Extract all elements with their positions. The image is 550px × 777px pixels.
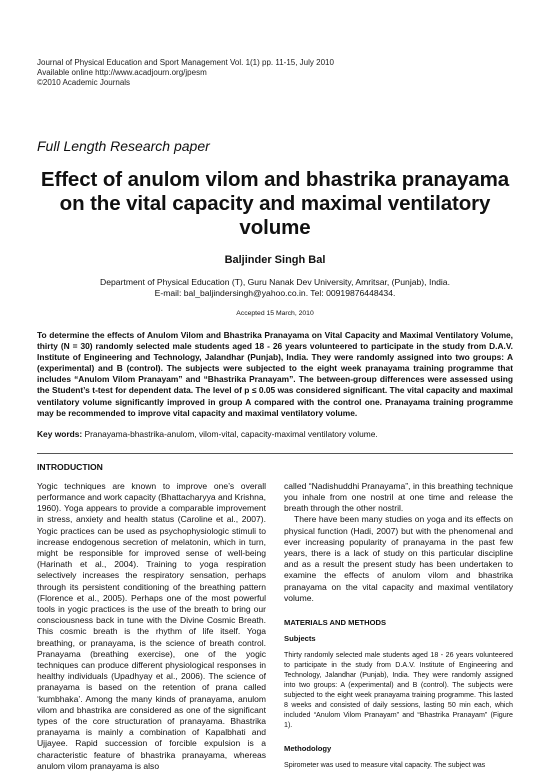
subjects-heading: Subjects: [284, 633, 316, 643]
left-column: [37, 462, 266, 772]
methodology-text: Spirometer was used to measure vital capacity. The subject was: [284, 760, 486, 769]
author-email: E-mail: bal_baljindersingh@yahoo.co.in. Tel: 00919876448434.: [154, 288, 396, 298]
keywords-label: Key words:: [37, 428, 83, 439]
article-title: Effect of anulom vilom and bhastrika pranayama on the vital capacity and maximal ventilatory volume: [40, 168, 510, 239]
methodology-heading: Methodology: [284, 743, 332, 753]
introduction-paragraph-2: There have been many studies on yoga and its effects on physical function (Hadi, 2007) but with the phenomenal and ever increasing popularity of pranayama in the past few years, there is a lack of study on this particular discipline and as a result the present study has been undertaken to examine the effects of anulom vilom and bhastrika pranayama on the vital capacity and maximal ventilatory volume.: [284, 514, 513, 603]
abstract: To determine the effects of Anulom Vilom and Bhastrika Pranayama on Vital Capacity and Maximal Ventilatory Volume, thirty (N = 30) randomly selected male students aged 18 - 26 years volunteered to participate in the study from D.A.V. Institute of Engineering and Technology, Jalandhar (Punjab), India. They were randomly assigned into two groups: A (experimental) and B (control). The subjects were subjected to the eight week pranayama training programme that includes “Anulom Vilom Pranayam” and “Bhastrika Pranayam”. The between-group differences were assessed using the Student’s t-test for dependent data. The level of p ≤ 0.05 was considered significant. The vital capacity and maximal ventilatory volume significantly improved in group A compared with the control one. Pranayama training programme may be recommended to improve vital capacity and maximal ventilatory volume.: [37, 330, 513, 418]
right-column: [284, 462, 513, 772]
author-affiliation: [37, 277, 513, 299]
accepted-date: Accepted 15 March, 2010: [236, 310, 314, 317]
keywords: [37, 429, 513, 440]
journal-copyright: ©2010 Academic Journals: [37, 78, 131, 87]
materials-heading: MATERIALS AND METHODS: [284, 617, 387, 627]
journal-url: Available online http://www.acadjourn.org/jpesm: [37, 68, 207, 77]
keywords-text: Pranayama-bhastrika-anulom, vilom-vital, capacity-maximal ventilatory volume.: [84, 428, 378, 439]
journal-citation: Journal of Physical Education and Sport Management Vol. 1(1) pp. 11-15, July 2010: [37, 58, 334, 67]
affiliation-department: Department of Physical Education (T), Guru Nanak Dev University, Amritsar, (Punjab), India.: [100, 277, 450, 287]
body-columns: [37, 462, 513, 772]
journal-header: [37, 58, 513, 88]
subjects-text: Thirty randomly selected male students aged 18 - 26 years volunteered to participate in the study from D.A.V. Institute of Engineering and Technology, Jalandhar (Punjab), India. They were randomly assigned into two groups: A (experimental) and B (control). The subjects were subjected to the eight week pranayama training programme. This lasted 8 weeks and consisted of daily sessions, lasting 50 min each, which included “Anulom Vilom Pranayam” and “Bhastrika Pranayam” (Figure 1).: [284, 650, 513, 729]
section-divider: [37, 453, 513, 454]
introduction-heading: INTRODUCTION: [37, 461, 103, 472]
author-name: Baljinder Singh Bal: [224, 254, 326, 266]
introduction-continued: called “Nadishuddhi Pranayama”, in this breathing technique you inhale from one nostril at one time and release the breath through the other nostril.: [284, 480, 513, 514]
article-type: Full Length Research paper: [37, 138, 210, 154]
introduction-paragraph: Yogic techniques are known to improve one’s overall performance and work capacity (Bhattacharyya and Krishna, 1960). Yoga appears to provide a comparable improvement in stress, anxiety and health status (Caroline et al., 2007). Yogic practices can be used as psychophysiologic stimuli to increase endogenous secretion of melatonin, which in turn, might be responsible for improved sense of well-being (Harinath et al., 2004). Training to yoga respiration selectively increases the respiratory sensation, perhaps through its persistent conditioning of the breathing pattern (Florence et al., 2005). Perhaps one of the most powerful tools in yogic practices is the use of the breath to bring our consciousness back in tune with the Divine Cosmic Breath. This cosmic breath is the rhythm of life itself. Yoga breathing, or pranayama, is the science of breath control. Pranayama (breathing exercise), one of the yogic techniques can produce different physiological responses in healthy individuals (Upadhyay et al., 2006). The science of pranayama is based on the retention of prana called ‘kumbhaka’. Among the many kinds of pranayama, anulom vilom and bhastrika are considered as one of the significant types of the core structuration of pranayama. Bhastrika pranayama is mainly a combination of Kapalbhati and Ujjayee. Rapid succession of forcible expulsion is a characteristic feature of bhastrika pranayama, whereas anulom vilom pranayama is also: [37, 480, 266, 771]
